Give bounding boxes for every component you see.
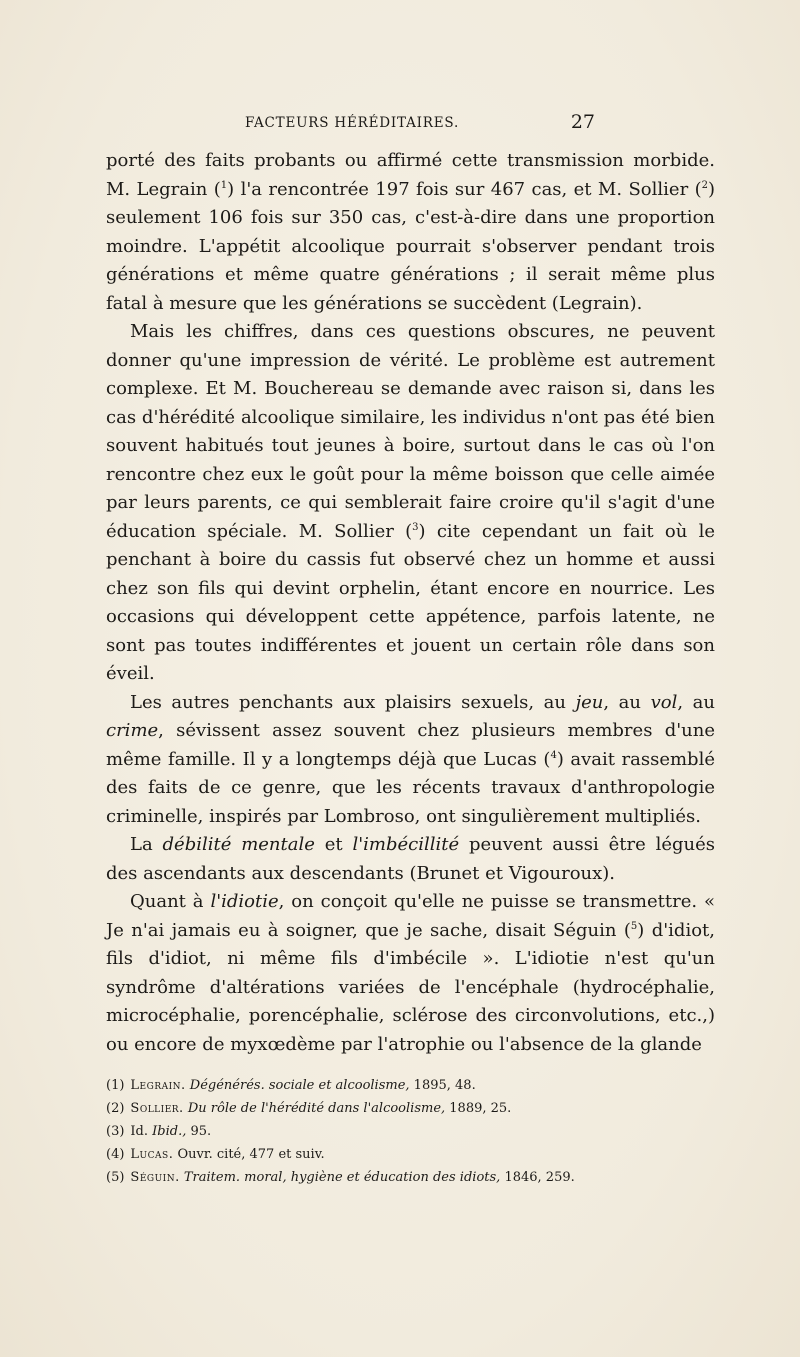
paragraph-1: porté des faits probants ou affirmé cette transmission morbide. M. Legrain ($^1$) l'a rencontrée 197 fois sur 467 cas, et M. Sollier ($^2$) seulement 106 fois sur 350 cas, c'est-à-dire dans une proportion moindre. L'appétit alcoolique pourrait s'observer pendant trois générations et même quatre générations ; il serait même plus fatal à mesure que les générations se succèdent (Legrain). [106, 150, 715, 314]
footnote-5: (5) Séguin. Traitem. moral, hygiène et éducation des idiots, 1846, 259. [106, 1170, 575, 1185]
paragraph-3: Les autres penchants aux plaisirs sexuels, au jeu, au vol, au crime, sévissent assez souvent chez plusieurs membres d'une même famille. Il y a longtemps déjà que Lucas ($^4$) avait rassemblé des faits de ce genre, que les récents travaux d'anthropologie criminelle, inspirés par Lombroso, ont singulièrement multipliés. [106, 691, 715, 827]
italic-term: débilité mentale [162, 834, 315, 855]
italic-term: crime [106, 720, 159, 741]
italic-term: vol [650, 691, 678, 713]
footnote-ref: 3 [412, 521, 419, 533]
paragraph-5: Quant à l'idiotie, on conçoit qu'elle ne puisse se transmettre. « Je n'ai jamais eu à soigner, que je sache, disait Séguin ($^5$) d'idiot, fils d'idiot, ni même fils d'imbécile ». L'idiotie n'est qu'un syndrôme d'altérations variées de l'encéphale (hydrocéphalie, microcéphalie, porencéphalie, sclérose des circonvolutions, etc.,) ou encore de myxœdème par l'atrophie ou l'absence de la glande [106, 891, 716, 1055]
page-header [245, 111, 595, 137]
footnote-3: (3) Id. Ibid., 95. [106, 1124, 212, 1139]
running-title: FACTEURS HÉRÉDITAIRES. [245, 115, 460, 131]
paragraph-4: La débilité mentale et l'imbécillité peuvent aussi être légués des ascendants aux descendants (Brunet et Vigouroux). [106, 834, 715, 884]
paragraph-2: Mais les chiffres, dans ces questions obscures, ne peuvent donner qu'une impression de vérité. Le problème est autrement complexe. Et M. Bouchereau se demande avec raison si, dans les cas d'hérédité alcoolique similaire, les individus n'ont pas été bien souvent habitués tout jeunes à boire, surtout dans le cas où l'on rencontre chez eux le goût pour la même boisson que celle aimée par leurs parents, ce qui semblerait faire croire qu'il s'agit d'une éducation spéciale. M. Sollier ($^3$) cite cependant un fait où le penchant à boire du cassis fut observé chez un homme et aussi chez son fils qui devint orphelin, étant encore en nourrice. Les occasions qui développent cette appétence, parfois latente, ne sont pas toutes indifférentes et jouent un certain rôle dans son éveil. [106, 321, 715, 684]
footnote-4: (4) Lucas. Ouvr. cité, 477 et suiv. [106, 1147, 325, 1162]
footnote-2: (2) Sollier. Du rôle de l'hérédité dans l'alcoolisme, 1889, 25. [106, 1101, 512, 1116]
footnote-1: (1) Legrain. Dégénérés. sociale et alcoolisme, 1895, 48. [106, 1078, 476, 1093]
footnotes [106, 1074, 715, 1189]
footnote-ref: 1 [220, 179, 228, 191]
italic-term: l'imbécillité [352, 834, 460, 855]
footnote-ref: 2 [701, 179, 708, 191]
italic-term: jeu [575, 691, 604, 713]
body-text [106, 147, 715, 1059]
footnote-ref: 5 [630, 920, 638, 932]
page-number: 27 [570, 111, 595, 133]
italic-term: l'idiotie [210, 891, 279, 912]
footnote-ref: 4 [550, 749, 557, 761]
